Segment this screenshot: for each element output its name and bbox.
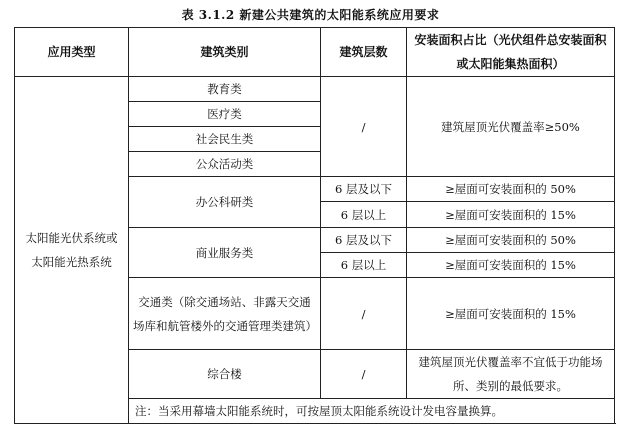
header-row	[15, 28, 615, 77]
category-cell: 社会民生类	[129, 127, 321, 152]
ratio-cell: ≥屋面可安装面积的 15%	[407, 202, 615, 228]
floors-cell: /	[321, 350, 407, 399]
ratio-cell: 建筑屋顶光伏覆盖率不宜低于功能场所、类别的最低要求。	[407, 350, 615, 399]
category-cell: 公众活动类	[129, 152, 321, 177]
category-cell: 商业服务类	[129, 228, 321, 278]
category-cell: 医疗类	[129, 102, 321, 127]
header-application-type: 应用类型	[15, 28, 129, 77]
category-cell: 教育类	[129, 77, 321, 102]
floors-cell: 6 层及以下	[321, 228, 407, 253]
ratio-cell: ≥屋面可安装面积的 50%	[407, 228, 615, 253]
table-row	[15, 77, 615, 102]
ratio-cell: ≥屋面可安装面积的 15%	[407, 278, 615, 350]
ratio-cell: ≥屋面可安装面积的 15%	[407, 253, 615, 278]
header-building-category: 建筑类别	[129, 28, 321, 77]
application-type-cell: 太阳能光伏系统或太阳能光热系统	[15, 77, 129, 424]
header-area-ratio: 安装面积占比（光伏组件总安装面积或太阳能集热面积）	[407, 28, 615, 77]
category-cell: 综合楼	[129, 350, 321, 399]
floors-cell: 6 层及以下	[321, 177, 407, 202]
floors-cell: 6 层以上	[321, 202, 407, 228]
floors-cell: /	[321, 278, 407, 350]
ratio-cell: ≥屋面可安装面积的 50%	[407, 177, 615, 202]
table-note: 注：当采用幕墙太阳能系统时，可按屋顶太阳能系统设计发电容量换算。	[129, 399, 615, 424]
floors-cell: 6 层以上	[321, 253, 407, 278]
requirements-table	[14, 27, 615, 424]
floors-cell: /	[321, 77, 407, 177]
category-cell: 交通类（除交通场站、非露天交通场库和航管楼外的交通管理类建筑）	[129, 278, 321, 350]
ratio-cell: 建筑屋顶光伏覆盖率≥50%	[407, 77, 615, 177]
header-floors: 建筑层数	[321, 28, 407, 77]
category-cell: 办公科研类	[129, 177, 321, 228]
table-caption: 表 3.1.2 新建公共建筑的太阳能系统应用要求	[181, 8, 440, 22]
